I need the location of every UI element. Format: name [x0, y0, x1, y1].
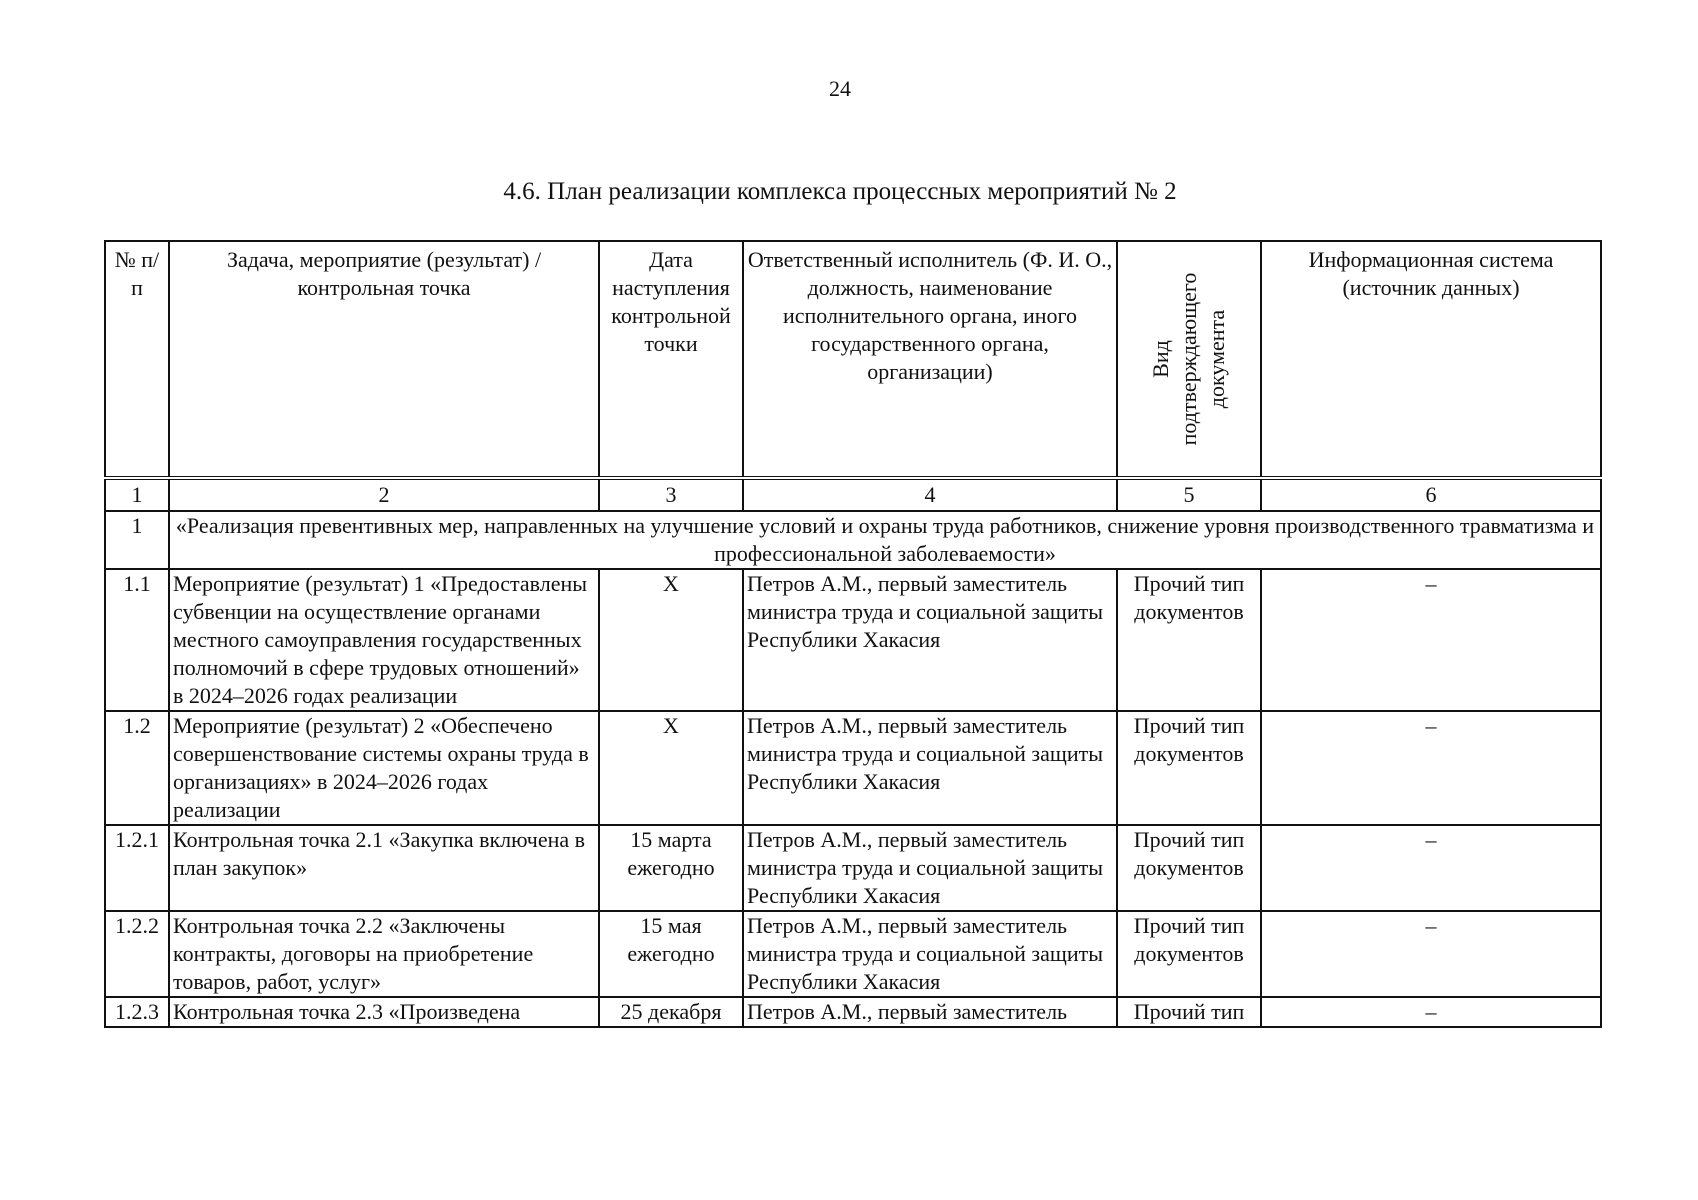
row-doc-type: Прочий тип документов [1117, 569, 1261, 711]
row-info-system: – [1261, 911, 1601, 997]
header-doc-type-label: Вид подтверждающего документа [1148, 272, 1229, 446]
header-cell-doc-type [1117, 241, 1261, 478]
table-row [105, 711, 1601, 825]
row-date: X [599, 569, 743, 711]
row-responsible: Петров А.М., первый заместитель министра труда и социальной защиты Республики Хакасия [743, 825, 1117, 911]
header-cell-info-system: Информационная система (источник данных) [1261, 241, 1601, 478]
header-cell-task: Задача, мероприятие (результат) / контрольная точка [169, 241, 599, 478]
column-number-row [105, 478, 1601, 511]
row-item: Мероприятие (результат) 2 «Обеспечено совершенствование системы охраны труда в организациях» в 2024–2026 годах реализации [169, 711, 599, 825]
row-num: 1.1 [105, 569, 169, 711]
row-date: X [599, 711, 743, 825]
row-num: 1.2.1 [105, 825, 169, 911]
row-info-system: – [1261, 711, 1601, 825]
row-doc-type: Прочий тип документов [1117, 911, 1261, 997]
column-number: 6 [1261, 478, 1601, 511]
page-number: 24 [829, 76, 851, 101]
row-date: 25 декабря [599, 997, 743, 1027]
row-date: 15 мая ежегодно [599, 911, 743, 997]
row-item: Контрольная точка 2.3 «Произведена [169, 997, 599, 1027]
row-doc-type: Прочий тип документов [1117, 825, 1261, 911]
header-cell-responsible: Ответственный исполнитель (Ф. И. О., должность, наименование исполнительного органа, иного государственного органа, организации) [743, 241, 1117, 478]
column-number: 2 [169, 478, 599, 511]
column-number: 3 [599, 478, 743, 511]
row-num: 1.2.3 [105, 997, 169, 1027]
task-num: 1 [105, 511, 169, 569]
table-row [105, 997, 1601, 1027]
row-info-system: – [1261, 997, 1601, 1027]
table-row [105, 825, 1601, 911]
page-title: 4.6. План реализации комплекса процессных мероприятий № 2 [503, 178, 1177, 205]
row-item: Контрольная точка 2.2 «Заключены контракты, договоры на приобретение товаров, работ, услуг» [169, 911, 599, 997]
column-number: 4 [743, 478, 1117, 511]
plan-table [104, 240, 1602, 1028]
header-row [105, 241, 1601, 478]
table-row [105, 911, 1601, 997]
row-date: 15 марта ежегодно [599, 825, 743, 911]
row-responsible: Петров А.М., первый заместитель министра труда и социальной защиты Республики Хакасия [743, 911, 1117, 997]
task-row [105, 511, 1601, 569]
row-responsible: Петров А.М., первый заместитель [743, 997, 1117, 1027]
row-item: Контрольная точка 2.1 «Закупка включена в план закупок» [169, 825, 599, 911]
row-info-system: – [1261, 825, 1601, 911]
row-num: 1.2 [105, 711, 169, 825]
row-responsible: Петров А.М., первый заместитель министра труда и социальной защиты Республики Хакасия [743, 569, 1117, 711]
row-item: Мероприятие (результат) 1 «Предоставлены субвенции на осуществление органами местного самоуправления государственных полномочий в сфере трудовых отношений» в 2024–2026 годах реализации [169, 569, 599, 711]
table-row [105, 569, 1601, 711]
header-cell-date: Дата наступления контрольной точки [599, 241, 743, 478]
header-cell-num: № п/п [105, 241, 169, 478]
row-responsible: Петров А.М., первый заместитель министра труда и социальной защиты Республики Хакасия [743, 711, 1117, 825]
row-doc-type: Прочий тип [1117, 997, 1261, 1027]
row-doc-type: Прочий тип документов [1117, 711, 1261, 825]
row-num: 1.2.2 [105, 911, 169, 997]
column-number: 5 [1117, 478, 1261, 511]
task-text: «Реализация превентивных мер, направленных на улучшение условий и охраны труда работников, снижение уровня производственного травматизма и профессиональной заболеваемости» [169, 511, 1601, 569]
row-info-system: – [1261, 569, 1601, 711]
column-number: 1 [105, 478, 169, 511]
